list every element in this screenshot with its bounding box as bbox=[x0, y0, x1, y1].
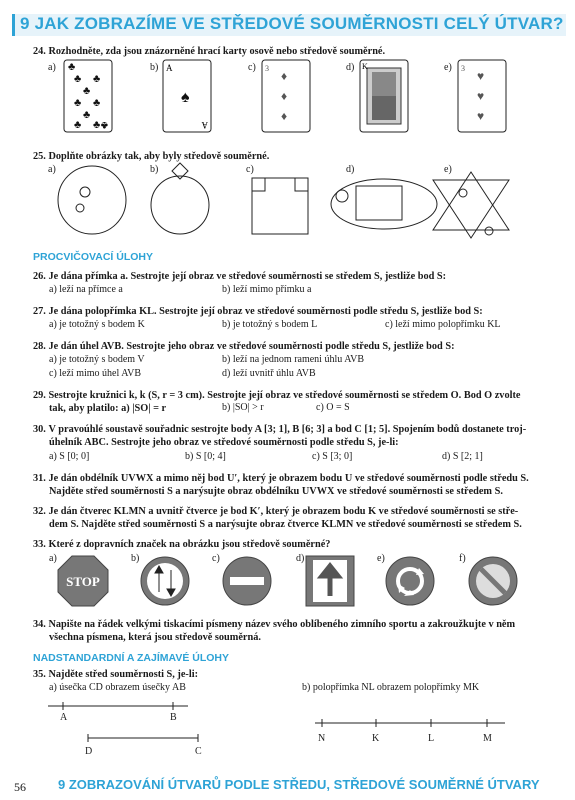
exercise-31-line2: Najděte střed souměrnosti S a narýsujte obraz obdélníku UVWX ve středové souměrnosti se středem S. bbox=[49, 486, 503, 497]
option-b: b) |SO| > r bbox=[222, 402, 264, 413]
exercise-34: 34. Napište na řádek velkými tiskacími písmeny název svého oblíbeného zimního sportu a zakroužkujte v něm bbox=[33, 619, 516, 630]
option-a: a) S [0; 0] bbox=[49, 451, 90, 462]
option-d: d) leží uvnitř úhlu AVB bbox=[222, 368, 316, 379]
option-b: b) je totožný s bodem L bbox=[222, 319, 318, 330]
label-b: b) bbox=[150, 62, 159, 73]
exercise-29: 29. Sestrojte kružnici k, k (S, r = 3 cm). Sestrojte její obraz ve středové souměrnosti se středem O. Bod O zvolte bbox=[33, 390, 521, 401]
svg-text:♦: ♦ bbox=[281, 89, 288, 103]
option-b: b) S [0; 4] bbox=[185, 451, 226, 462]
option-b: b) polopřímka NL obrazem polopřímky MK bbox=[302, 682, 480, 693]
option-a: a) úsečka CD obrazem úsečky AB bbox=[49, 682, 186, 693]
option-c: c) O = S bbox=[316, 402, 350, 413]
option-a: a) je totožný s bodem V bbox=[49, 354, 145, 365]
svg-text:♥: ♥ bbox=[477, 109, 485, 123]
svg-text:♦: ♦ bbox=[281, 69, 288, 83]
svg-text:K: K bbox=[362, 62, 368, 71]
point-c-label: C bbox=[195, 746, 202, 757]
point-n-label: N bbox=[318, 733, 326, 744]
label-a: a) bbox=[48, 62, 56, 73]
option-c: c) S [3; 0] bbox=[312, 451, 353, 462]
exercise-30-line2: úhelník ABC. Sestrojte jeho obraz ve středové souměrnosti podle středu S, je-li: bbox=[49, 437, 399, 448]
label-a: a) bbox=[49, 553, 57, 564]
point-l-label: L bbox=[428, 733, 435, 744]
option-b: b) leží mimo přímku a bbox=[222, 284, 312, 295]
svg-text:♣: ♣ bbox=[93, 73, 101, 85]
section-heading-advanced: NADSTANDARDNÍ A ZAJÍMAVÉ ÚLOHY bbox=[33, 652, 229, 664]
exercise-27: 27. Je dána polopřímka KL. Sestrojte její obraz ve středové souměrnosti podle středu S, jestliže bod S: bbox=[33, 306, 483, 317]
exercise-number: 24. bbox=[33, 46, 46, 57]
exercise-text: Rozhodněte, zda jsou znázorněné hrací karty osově nebo středově souměrné. bbox=[48, 46, 386, 57]
svg-text:♥: ♥ bbox=[477, 69, 485, 83]
point-m-label: M bbox=[483, 733, 492, 744]
exercise-34-line2: všechna písmena, která jsou středově souměrná. bbox=[49, 632, 261, 643]
point-a-label: A bbox=[60, 712, 68, 723]
option-c: c) leží mimo úhel AVB bbox=[49, 368, 142, 379]
page-title: 9 JAK ZOBRAZÍME VE STŘEDOVÉ SOUMĚRNOSTI CELÝ ÚTVAR? bbox=[20, 14, 564, 33]
exercise-31: 31. Je dán obdélník UVWX a mimo něj bod U′, který je obrazem bodu U ve středové souměrnosti podle středu S. bbox=[33, 473, 529, 484]
label-e: e) bbox=[444, 164, 452, 175]
label-b: b) bbox=[150, 164, 159, 175]
svg-text:3: 3 bbox=[461, 64, 465, 73]
svg-text:♦: ♦ bbox=[281, 109, 288, 123]
label-e: e) bbox=[377, 553, 385, 564]
exercise-32: 32. Je dán čtverec KLMN a uvnitř čtverce je bod K′, který je obrazem bodu K ve středové souměrnosti se stře- bbox=[33, 506, 519, 517]
page-number: 56 bbox=[14, 780, 26, 794]
svg-text:♣: ♣ bbox=[83, 109, 91, 121]
label-e: e) bbox=[444, 62, 452, 73]
svg-text:♠: ♠ bbox=[181, 89, 190, 106]
label-d: d) bbox=[346, 62, 355, 73]
label-d: d) bbox=[346, 164, 355, 175]
exercise-33: 33. Které z dopravních značek na obrázku jsou středově souměrné? bbox=[33, 539, 331, 550]
section-heading-practice: PROCVIČOVACÍ ÚLOHY bbox=[33, 251, 153, 263]
label-f: f) bbox=[459, 553, 466, 564]
exercise-35: 35. Najděte střed souměrnosti S, je-li: bbox=[33, 669, 199, 680]
svg-text:♣: ♣ bbox=[100, 119, 108, 131]
svg-text:♣: ♣ bbox=[93, 97, 101, 109]
point-b-label: B bbox=[170, 712, 177, 723]
footer-title: 9 ZOBRAZOVÁNÍ ÚTVARŮ PODLE STŘEDU, STŘEDOVÉ SOUMĚRNÉ ÚTVARY bbox=[58, 777, 540, 792]
option-b: b) leží na jednom rameni úhlu AVB bbox=[222, 354, 365, 365]
svg-text:A: A bbox=[166, 63, 173, 73]
svg-text:STOP: STOP bbox=[66, 574, 100, 589]
exercise-25: 25. Doplňte obrázky tak, aby byly středově souměrné. bbox=[33, 151, 270, 162]
svg-text:♣: ♣ bbox=[74, 119, 82, 131]
svg-text:♣: ♣ bbox=[83, 85, 91, 97]
label-d: d) bbox=[296, 553, 305, 564]
svg-text:♣: ♣ bbox=[74, 73, 82, 85]
exercise-28: 28. Je dán úhel AVB. Sestrojte jeho obraz ve středové souměrnosti podle středu S, jestliže bod S: bbox=[33, 341, 455, 352]
option-a: a) je totožný s bodem K bbox=[49, 319, 145, 330]
label-c: c) bbox=[246, 164, 254, 175]
svg-text:♣: ♣ bbox=[74, 97, 82, 109]
exercise-32-line2: dem S. Najděte střed souměrnosti S a narýsujte obraz čtverce KLMN ve středové souměrnosti se středem S. bbox=[49, 519, 522, 530]
exercise-30: 30. V pravoúhlé soustavě souřadnic sestrojte body A [3; 1], B [6; 3] a bod C [1; 5]. Spojením bodů dostanete troj- bbox=[33, 424, 527, 435]
label-c: c) bbox=[248, 62, 256, 73]
exercise-26: 26. Je dána přímka a. Sestrojte její obraz ve středové souměrnosti se středem S, jestliže bod S: bbox=[33, 271, 447, 282]
svg-text:♣: ♣ bbox=[93, 119, 101, 131]
option-a: a) leží na přímce a bbox=[49, 284, 123, 295]
label-a: a) bbox=[48, 164, 56, 175]
option-d: d) S [2; 1] bbox=[442, 451, 483, 462]
exercise-29-line2: tak, aby platilo: a) |SO| = r bbox=[49, 403, 167, 414]
point-k-label: K bbox=[372, 733, 380, 744]
svg-text:♣: ♣ bbox=[68, 61, 76, 73]
label-b: b) bbox=[131, 553, 140, 564]
svg-text:♥: ♥ bbox=[477, 89, 485, 103]
svg-text:3: 3 bbox=[265, 64, 269, 73]
option-c: c) leží mimo polopřímku KL bbox=[385, 319, 501, 330]
label-c: c) bbox=[212, 553, 220, 564]
point-d-label: D bbox=[85, 746, 93, 757]
svg-text:A: A bbox=[201, 120, 208, 130]
